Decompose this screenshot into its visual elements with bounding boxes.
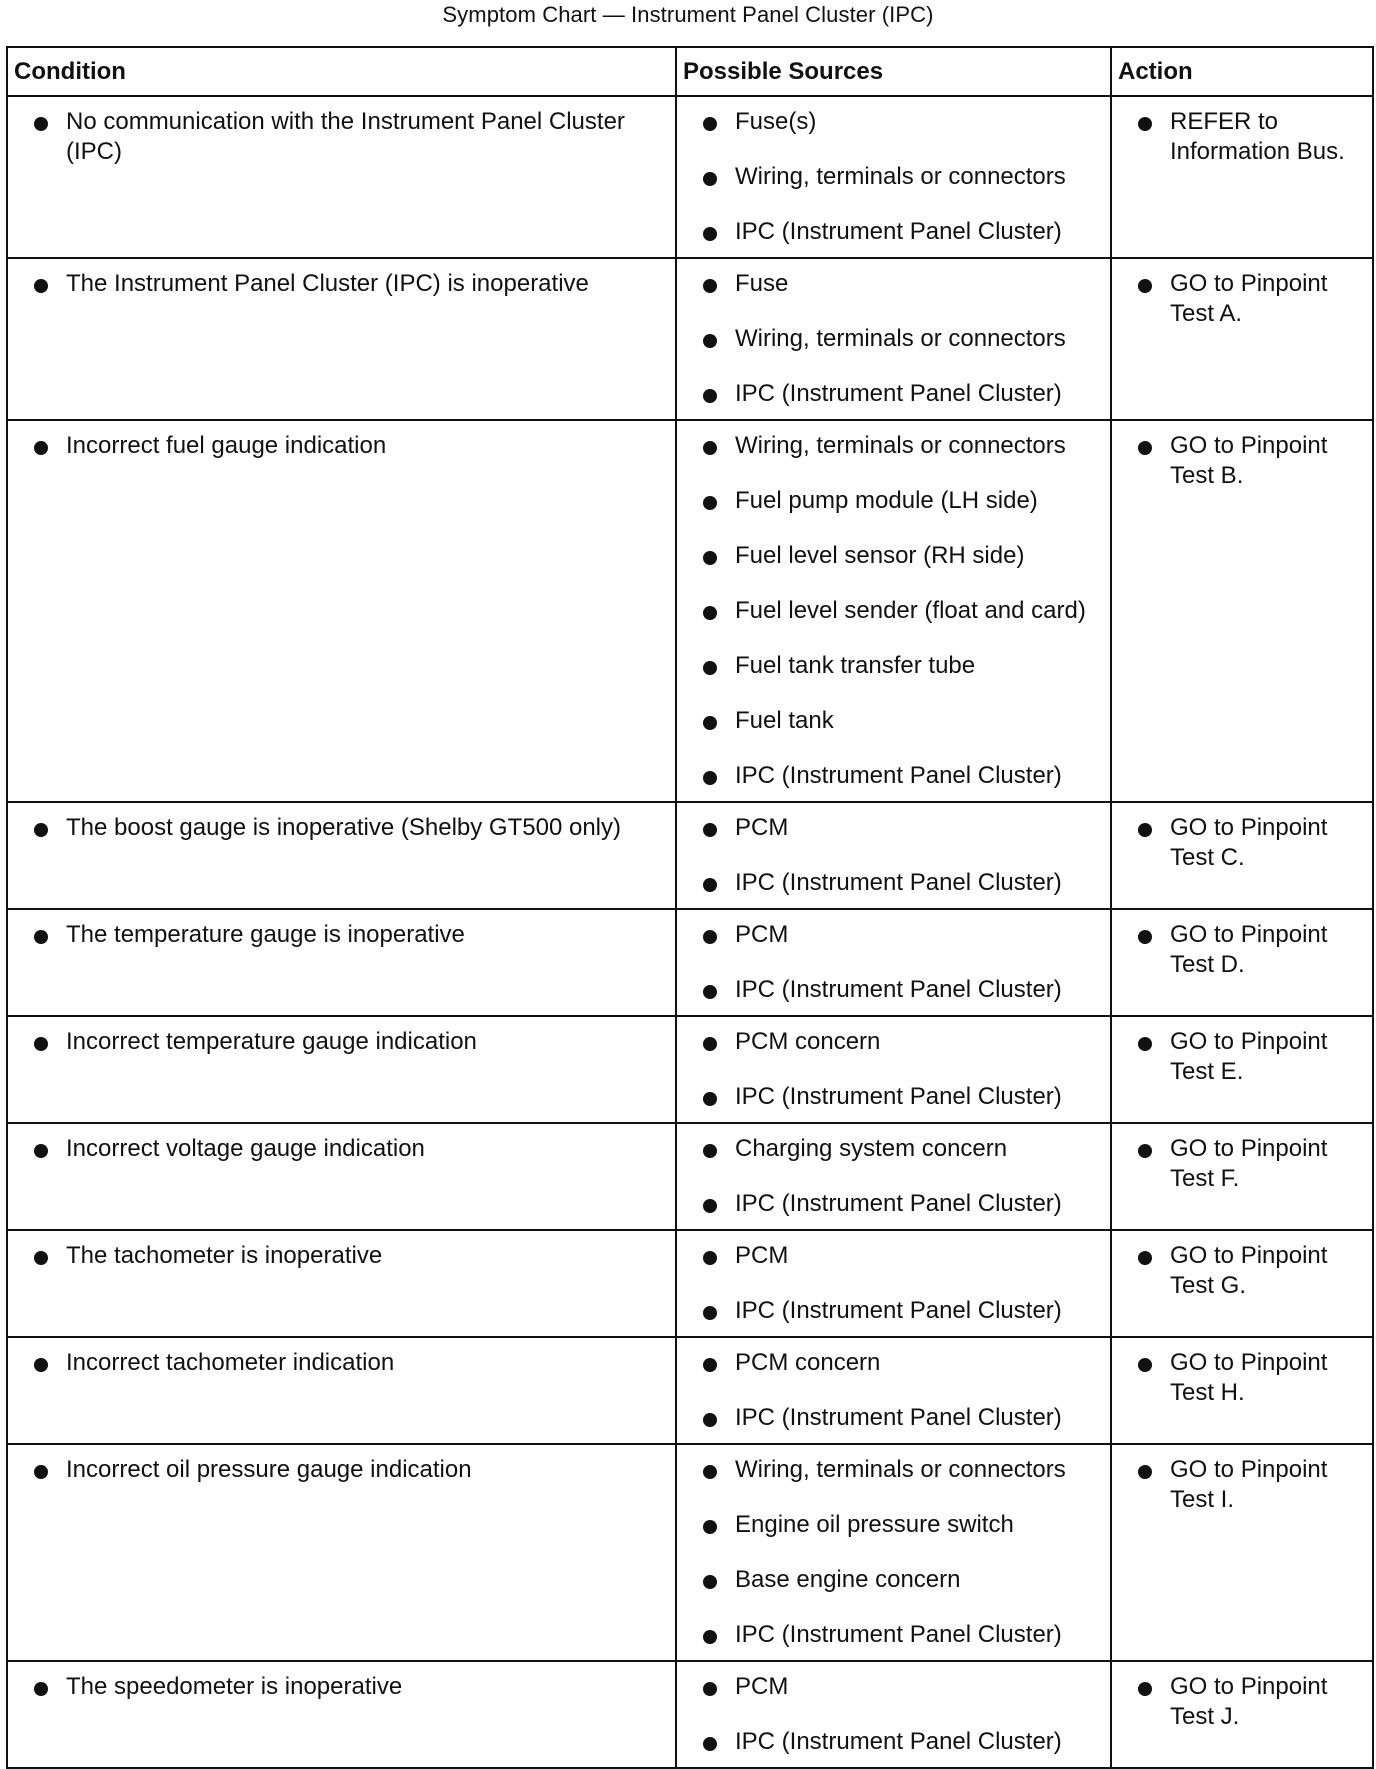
action-item — [1112, 1455, 1362, 1515]
table-row — [7, 909, 1373, 1016]
action-item — [1112, 1027, 1362, 1087]
action-item — [1112, 920, 1362, 980]
source-item — [677, 269, 1100, 299]
source-item — [677, 107, 1100, 137]
condition-text: Incorrect fuel gauge indication — [66, 432, 387, 459]
source-text: Wiring, terminals or connectors — [735, 163, 1066, 190]
condition-item — [8, 1348, 665, 1378]
action-text: GO to Pinpoint Test A. — [1170, 270, 1328, 327]
action-cell — [1111, 1123, 1373, 1230]
bullet-icon — [703, 1199, 717, 1213]
condition-list — [8, 1445, 675, 1495]
source-text: IPC (Instrument Panel Cluster) — [735, 1190, 1062, 1217]
sources-list — [677, 1662, 1110, 1767]
condition-list — [8, 1017, 675, 1067]
action-cell — [1111, 258, 1373, 420]
action-list — [1112, 421, 1372, 501]
bullet-icon — [1138, 1358, 1152, 1372]
action-item — [1112, 107, 1362, 167]
condition-list — [8, 1662, 675, 1712]
header-action: Action — [1111, 47, 1373, 96]
condition-item — [8, 813, 665, 843]
source-item — [677, 761, 1100, 791]
source-text: IPC (Instrument Panel Cluster) — [735, 380, 1062, 407]
bullet-icon — [703, 771, 717, 785]
bullet-icon — [34, 1682, 48, 1696]
bullet-icon — [1138, 1144, 1152, 1158]
bullet-icon — [703, 1092, 717, 1106]
header-row — [7, 47, 1373, 96]
action-cell — [1111, 802, 1373, 909]
sources-cell — [676, 1444, 1111, 1661]
sources-cell — [676, 1230, 1111, 1337]
source-item — [677, 706, 1100, 736]
condition-cell — [7, 802, 676, 909]
source-text: Fuel level sensor (RH side) — [735, 542, 1025, 569]
condition-item — [8, 1241, 665, 1271]
bullet-icon — [1138, 1682, 1152, 1696]
condition-item — [8, 269, 665, 299]
source-item — [677, 1672, 1100, 1702]
source-item — [677, 217, 1100, 247]
bullet-icon — [1138, 441, 1152, 455]
bullet-icon — [703, 227, 717, 241]
sources-cell — [676, 909, 1111, 1016]
bullet-icon — [703, 930, 717, 944]
action-text: GO to Pinpoint Test D. — [1170, 921, 1328, 978]
source-item — [677, 1027, 1100, 1057]
bullet-icon — [703, 606, 717, 620]
sources-list — [677, 1017, 1110, 1122]
source-item — [677, 541, 1100, 571]
action-text: GO to Pinpoint Test J. — [1170, 1673, 1328, 1730]
action-cell — [1111, 1337, 1373, 1444]
bullet-icon — [34, 1358, 48, 1372]
action-list — [1112, 910, 1372, 990]
bullet-icon — [1138, 1037, 1152, 1051]
source-item — [677, 379, 1100, 409]
source-item — [677, 1189, 1100, 1219]
table-caption: Symptom Chart — Instrument Panel Cluster (IPC) — [442, 2, 934, 27]
bullet-icon — [703, 985, 717, 999]
bullet-icon — [703, 279, 717, 293]
condition-cell — [7, 1123, 676, 1230]
action-text: GO to Pinpoint Test F. — [1170, 1135, 1328, 1192]
condition-cell — [7, 258, 676, 420]
sources-cell — [676, 802, 1111, 909]
action-list — [1112, 259, 1372, 339]
action-list — [1112, 1231, 1372, 1311]
source-text: Fuse — [735, 270, 789, 297]
condition-cell — [7, 1661, 676, 1768]
table-row — [7, 420, 1373, 802]
source-text: IPC (Instrument Panel Cluster) — [735, 1297, 1062, 1324]
bullet-icon — [703, 1520, 717, 1534]
sources-list — [677, 1338, 1110, 1443]
action-item — [1112, 1241, 1362, 1301]
bullet-icon — [703, 1465, 717, 1479]
action-text: GO to Pinpoint Test B. — [1170, 432, 1328, 489]
bullet-icon — [34, 117, 48, 131]
bullet-icon — [703, 1682, 717, 1696]
source-text: IPC (Instrument Panel Cluster) — [735, 762, 1062, 789]
condition-cell — [7, 1016, 676, 1123]
action-list — [1112, 1662, 1372, 1742]
table-row — [7, 1230, 1373, 1337]
source-text: Wiring, terminals or connectors — [735, 325, 1066, 352]
source-text: Fuse(s) — [735, 108, 817, 135]
sources-cell — [676, 1337, 1111, 1444]
action-list — [1112, 97, 1372, 177]
action-list — [1112, 1445, 1372, 1525]
source-text: PCM concern — [735, 1349, 881, 1376]
condition-cell — [7, 1230, 676, 1337]
action-text: GO to Pinpoint Test E. — [1170, 1028, 1328, 1085]
sources-list — [677, 803, 1110, 908]
source-item — [677, 162, 1100, 192]
condition-cell — [7, 420, 676, 802]
bullet-icon — [1138, 823, 1152, 837]
action-text: GO to Pinpoint Test H. — [1170, 1349, 1328, 1406]
condition-item — [8, 431, 665, 461]
condition-list — [8, 803, 675, 853]
source-text: IPC (Instrument Panel Cluster) — [735, 1404, 1062, 1431]
bullet-icon — [34, 823, 48, 837]
condition-text: The boost gauge is inoperative (Shelby GT500 only) — [66, 814, 621, 841]
bullet-icon — [703, 878, 717, 892]
action-list — [1112, 803, 1372, 883]
header-condition: Condition — [7, 47, 676, 96]
bullet-icon — [1138, 1465, 1152, 1479]
action-item — [1112, 431, 1362, 491]
bullet-icon — [703, 1575, 717, 1589]
table-header — [7, 47, 1373, 96]
table-row — [7, 96, 1373, 258]
source-item — [677, 1727, 1100, 1757]
condition-list — [8, 1124, 675, 1174]
action-item — [1112, 813, 1362, 873]
source-text: PCM — [735, 921, 789, 948]
source-text: Base engine concern — [735, 1566, 961, 1593]
action-cell — [1111, 1661, 1373, 1768]
sources-cell — [676, 1661, 1111, 1768]
condition-list — [8, 421, 675, 471]
table-row — [7, 1016, 1373, 1123]
condition-text: No communication with the Instrument Panel Cluster (IPC) — [66, 108, 625, 165]
condition-cell — [7, 909, 676, 1016]
source-item — [677, 1348, 1100, 1378]
bullet-icon — [1138, 279, 1152, 293]
source-item — [677, 1296, 1100, 1326]
condition-text: Incorrect oil pressure gauge indication — [66, 1456, 472, 1483]
sources-cell — [676, 1016, 1111, 1123]
table-row — [7, 1337, 1373, 1444]
bullet-icon — [34, 930, 48, 944]
condition-item — [8, 107, 665, 167]
sources-list — [677, 97, 1110, 257]
bullet-icon — [34, 279, 48, 293]
source-item — [677, 1082, 1100, 1112]
action-list — [1112, 1017, 1372, 1097]
action-cell — [1111, 1016, 1373, 1123]
action-item — [1112, 1348, 1362, 1408]
sources-list — [677, 910, 1110, 1015]
action-text: REFER to Information Bus. — [1170, 108, 1345, 165]
bullet-icon — [703, 1358, 717, 1372]
action-text: GO to Pinpoint Test C. — [1170, 814, 1328, 871]
source-text: Wiring, terminals or connectors — [735, 1456, 1066, 1483]
condition-text: Incorrect temperature gauge indication — [66, 1028, 477, 1055]
bullet-icon — [34, 1144, 48, 1158]
sources-list — [677, 421, 1110, 801]
bullet-icon — [703, 172, 717, 186]
source-text: PCM concern — [735, 1028, 881, 1055]
source-text: IPC (Instrument Panel Cluster) — [735, 869, 1062, 896]
condition-text: The temperature gauge is inoperative — [66, 921, 465, 948]
source-text: Engine oil pressure switch — [735, 1511, 1014, 1538]
table-row — [7, 1444, 1373, 1661]
bullet-icon — [703, 1413, 717, 1427]
bullet-icon — [703, 823, 717, 837]
source-item — [677, 920, 1100, 950]
source-item — [677, 1565, 1100, 1595]
action-list — [1112, 1124, 1372, 1204]
sources-list — [677, 1124, 1110, 1229]
source-text: Wiring, terminals or connectors — [735, 432, 1066, 459]
condition-list — [8, 97, 675, 177]
bullet-icon — [703, 496, 717, 510]
bullet-icon — [703, 551, 717, 565]
source-item — [677, 1241, 1100, 1271]
source-text: Fuel level sender (float and card) — [735, 597, 1086, 624]
bullet-icon — [703, 117, 717, 131]
bullet-icon — [703, 441, 717, 455]
condition-item — [8, 1672, 665, 1702]
condition-list — [8, 1231, 675, 1281]
action-cell — [1111, 909, 1373, 1016]
sources-cell — [676, 1123, 1111, 1230]
bullet-icon — [1138, 117, 1152, 131]
table-row — [7, 1661, 1373, 1768]
table-row — [7, 258, 1373, 420]
source-item — [677, 868, 1100, 898]
source-item — [677, 1403, 1100, 1433]
sources-cell — [676, 420, 1111, 802]
source-text: Fuel pump module (LH side) — [735, 487, 1038, 514]
source-item — [677, 813, 1100, 843]
condition-text: Incorrect tachometer indication — [66, 1349, 395, 1376]
table-body — [7, 96, 1373, 1768]
source-text: PCM — [735, 1673, 789, 1700]
condition-cell — [7, 1444, 676, 1661]
sources-cell — [676, 96, 1111, 258]
symptom-chart-table — [6, 46, 1374, 1769]
condition-text: The speedometer is inoperative — [66, 1673, 403, 1700]
condition-item — [8, 1455, 665, 1485]
source-text: Fuel tank transfer tube — [735, 652, 976, 679]
condition-list — [8, 910, 675, 960]
bullet-icon — [703, 661, 717, 675]
source-item — [677, 1510, 1100, 1540]
condition-cell — [7, 1337, 676, 1444]
source-item — [677, 486, 1100, 516]
bullet-icon — [703, 1737, 717, 1751]
bullet-icon — [703, 1144, 717, 1158]
condition-list — [8, 1338, 675, 1388]
bullet-icon — [34, 1465, 48, 1479]
bullet-icon — [34, 1251, 48, 1265]
bullet-icon — [703, 1306, 717, 1320]
source-item — [677, 975, 1100, 1005]
condition-text: The tachometer is inoperative — [66, 1242, 383, 1269]
source-item — [677, 431, 1100, 461]
sources-list — [677, 259, 1110, 419]
bullet-icon — [1138, 930, 1152, 944]
condition-item — [8, 1027, 665, 1057]
action-cell — [1111, 1230, 1373, 1337]
condition-text: The Instrument Panel Cluster (IPC) is inoperative — [66, 270, 589, 297]
bullet-icon — [1138, 1251, 1152, 1265]
action-list — [1112, 1338, 1372, 1418]
source-item — [677, 1620, 1100, 1650]
action-item — [1112, 269, 1362, 329]
action-item — [1112, 1134, 1362, 1194]
source-text: Charging system concern — [735, 1135, 1008, 1162]
sources-list — [677, 1231, 1110, 1336]
condition-list — [8, 259, 675, 309]
bullet-icon — [34, 441, 48, 455]
bullet-icon — [703, 1037, 717, 1051]
bullet-icon — [703, 1630, 717, 1644]
condition-item — [8, 1134, 665, 1164]
source-text: IPC (Instrument Panel Cluster) — [735, 1621, 1062, 1648]
source-item — [677, 1455, 1100, 1485]
table-row — [7, 802, 1373, 909]
bullet-icon — [703, 334, 717, 348]
condition-text: Incorrect voltage gauge indication — [66, 1135, 425, 1162]
bullet-icon — [703, 716, 717, 730]
source-item — [677, 1134, 1100, 1164]
condition-item — [8, 920, 665, 950]
condition-cell — [7, 96, 676, 258]
action-item — [1112, 1672, 1362, 1732]
source-text: PCM — [735, 1242, 789, 1269]
source-text: IPC (Instrument Panel Cluster) — [735, 976, 1062, 1003]
header-possible-sources: Possible Sources — [676, 47, 1111, 96]
sources-list — [677, 1445, 1110, 1660]
source-text: IPC (Instrument Panel Cluster) — [735, 1728, 1062, 1755]
bullet-icon — [703, 389, 717, 403]
table-row — [7, 1123, 1373, 1230]
source-text: IPC (Instrument Panel Cluster) — [735, 1083, 1062, 1110]
action-text: GO to Pinpoint Test G. — [1170, 1242, 1328, 1299]
source-item — [677, 324, 1100, 354]
action-cell — [1111, 420, 1373, 802]
source-item — [677, 596, 1100, 626]
action-cell — [1111, 1444, 1373, 1661]
source-item — [677, 651, 1100, 681]
source-text: Fuel tank — [735, 707, 834, 734]
source-text: PCM — [735, 814, 789, 841]
source-text: IPC (Instrument Panel Cluster) — [735, 218, 1062, 245]
action-cell — [1111, 96, 1373, 258]
bullet-icon — [34, 1037, 48, 1051]
bullet-icon — [703, 1251, 717, 1265]
action-text: GO to Pinpoint Test I. — [1170, 1456, 1328, 1513]
sources-cell — [676, 258, 1111, 420]
